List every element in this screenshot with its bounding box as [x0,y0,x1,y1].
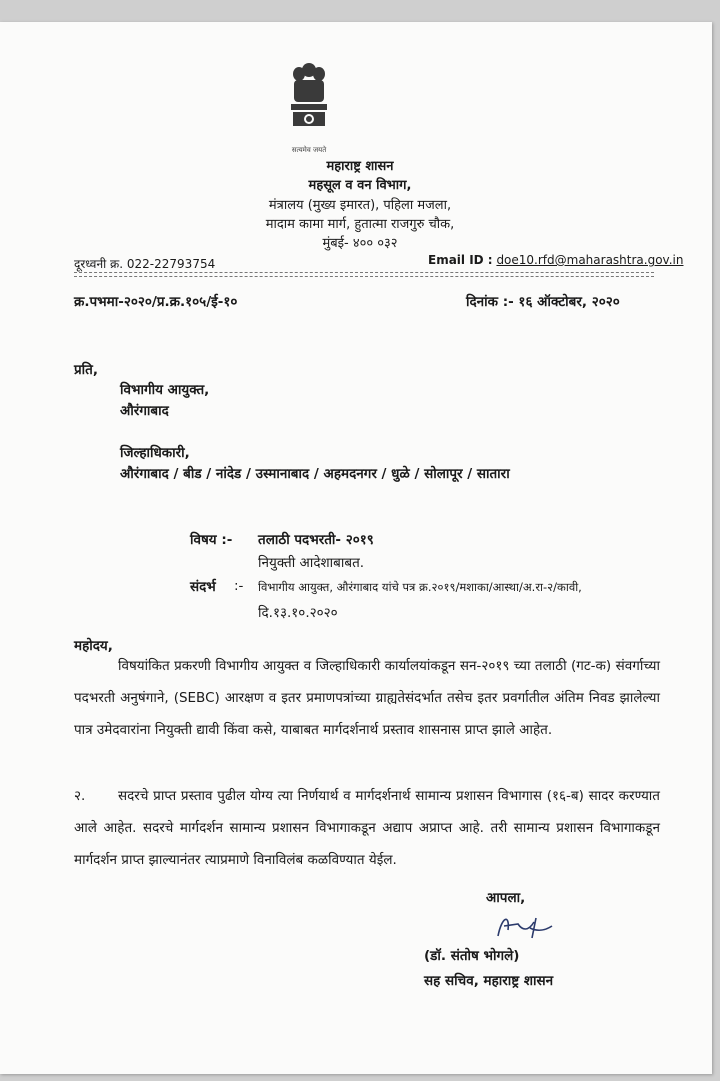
prati-label: प्रति, [74,362,99,378]
letter-number: क्र.पभमा-२०२०/प्र.क्र.१०५/ई-१० [74,294,238,310]
email [428,253,683,267]
state-emblem-icon [286,58,332,144]
subject-line-1: तलाठी पदभरती- २०१९ [258,532,374,548]
recipient-1-title: विभागीय आयुक्त, [120,382,210,398]
divider-top [74,272,654,273]
paragraph-2-number: २. [74,788,86,804]
recipient-2-places: औरंगाबाद / बीड / नांदेड / उस्मानाबाद / अहमदनगर / धुळे / सोलापूर / सातारा [120,466,510,482]
paragraph-1 [74,650,660,746]
closing-aapla: आपला, [486,890,526,906]
department-name: महसूल व वन विभाग, [308,178,412,193]
paragraph-1-text: विषयांकित प्रकरणी विभागीय आयुक्त व जिल्हाधिकारी कार्यालयांकडून सन-२०१९ च्या तलाठी (गट-क) संवर्गाच्या पदभरती अनुषंगाने, (SEBC) आरक्षण व इतर प्रमाणपत्रांच्या ग्राह्यतेसंदर्भात तसेच इतर प्रवर्गातील अंतिम निवड झालेल्या पात्र उमेदवारांना नियुक्ती द्यावी किंवा कसे, याबाबत मार्गदर्शनार्थ प्रस्ताव शासनास प्राप्त झाले आहेत. [74,658,660,738]
recipient-1-place: औरंगाबाद [120,403,169,419]
email-address[interactable]: doe10.rfd@maharashtra.gov.in [496,253,684,267]
paragraph-2-text: सदरचे प्राप्त प्रस्ताव पुढील योग्य त्या निर्णयार्थ व मार्गदर्शनार्थ सामान्य प्रशासन विभागास (१६-ब) सादर करण्यात आले आहेत. सदरचे मार्गदर्शन सामान्य प्रशासन विभागाकडून अद्याप अप्राप्त आहे. तरी सामान्य प्रशासन विभागाकडून मार्गदर्शन प्राप्त झाल्यानंतर त्याप्रमाणे विनाविलंब कळविण्यात येईल. [74,788,660,868]
reference-line-2: दि.१३.१०.२०२० [258,605,338,621]
emblem-motto: सत्यमेव जयते [291,146,327,154]
address-line-3: मुंबई- ४०० ०३२ [322,236,398,251]
recipient-2-title: जिल्हाधिकारी, [120,445,190,461]
signatory-designation: सह सचिव, महाराष्ट्र शासन [424,973,554,989]
subject-line-2: नियुक्ती आदेशाबाबत. [258,555,365,571]
address-line-2: मादाम कामा मार्ग, हुतात्मा राजगुरु चौक, [265,217,455,232]
subject-label: विषय :- [190,532,233,548]
email-label: Email ID : [428,253,493,267]
phone [74,255,215,272]
government-name: महाराष्ट्र शासन [326,159,394,174]
phone-label: दूरध्वनी क्र. [74,257,124,271]
reference-label: संदर्भ [190,579,216,595]
salutation: महोदय, [74,638,113,654]
divider-bottom [74,276,654,277]
reference-line-1: विभागीय आयुक्त, औरंगाबाद यांचे पत्र क्र.२०१९/मशाका/आस्था/अ.रा-२/कावी, [258,580,582,594]
address-line-1: मंत्रालय (मुख्य इमारत), पहिला मजला, [268,198,452,213]
signatory-name: (डॉ. संतोष भोगले) [424,948,520,964]
paragraph-2 [74,780,660,876]
signature-icon [488,908,558,944]
reference-separator: :- [234,578,244,594]
phone-number: 022-22793754 [126,257,216,271]
letter-date: दिनांक :- १६ ऑक्टोबर, २०२० [466,294,620,310]
